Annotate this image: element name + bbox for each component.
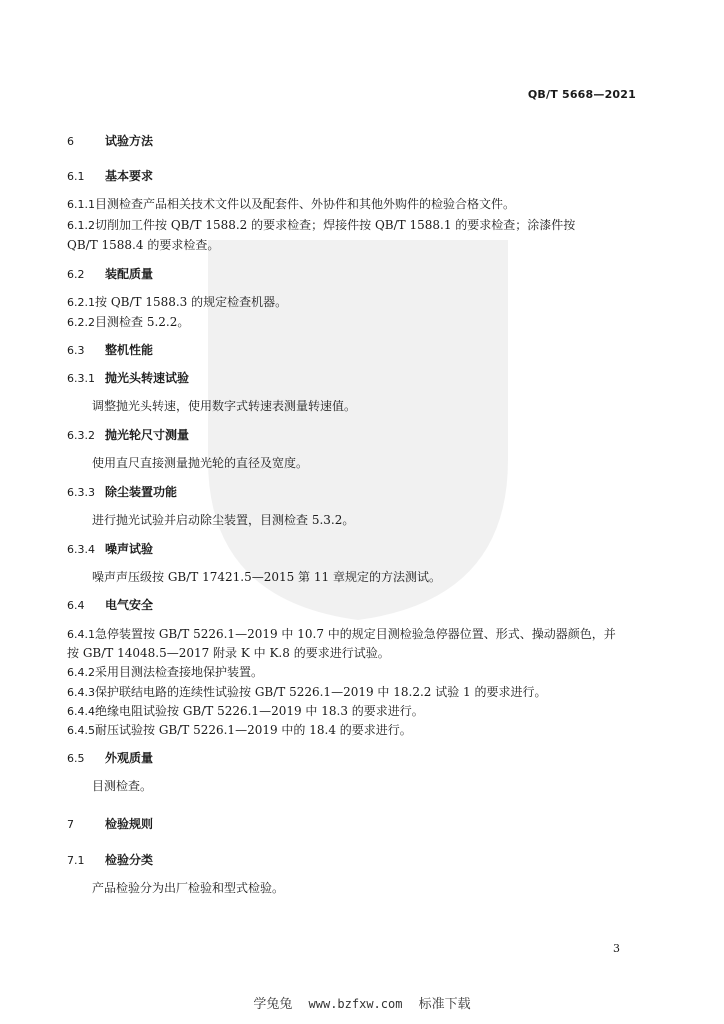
section-6-1-heading — [67, 168, 153, 185]
section-title: 检验规则 — [105, 817, 154, 831]
clause-number: 6.4.4 — [67, 705, 95, 718]
section-number: 6 — [67, 135, 74, 148]
section-title: 抛光头转速试验 — [105, 371, 190, 385]
section-number: 6.3.1 — [67, 372, 95, 385]
section-title: 除尘装置功能 — [105, 485, 178, 499]
footer-url-link[interactable]: www.bzfxw.com — [308, 997, 403, 1011]
footer-site-name: 学兔兔 — [253, 997, 293, 1012]
section-number: 6.3.2 — [67, 429, 95, 442]
section-6-4-heading — [67, 597, 153, 614]
clause-6-3-2-text: 使用直尺直接测量抛光轮的直径及宽度。 — [92, 456, 309, 470]
clause-text: 绝缘电阻试验按 GB/T 5226.1—2019 中 18.3 的要求进行。 — [95, 704, 424, 718]
section-number: 6.3 — [67, 344, 85, 357]
section-title: 检验分类 — [105, 853, 154, 867]
document-code: QB/T 5668—2021 — [527, 88, 636, 101]
clause-number: 6.4.2 — [67, 666, 95, 679]
section-title: 噪声试验 — [105, 542, 154, 556]
clause-6-4-4 — [67, 703, 424, 720]
section-6-heading — [67, 133, 153, 150]
section-title: 基本要求 — [105, 169, 154, 183]
clause-6-3-3-text: 进行抛光试验并启动除尘装置，目测检查 5.3.2。 — [92, 513, 355, 527]
clause-text: 采用目测法检查接地保护装置。 — [95, 665, 264, 679]
clause-number: 6.2.2 — [67, 316, 95, 329]
clause-text: 目测检查产品相关技术文件以及配套件、外协件和其他外购件的检验合格文件。 — [95, 197, 516, 211]
clause-text: 切削加工件按 QB/T 1588.2 的要求检查；焊接件按 QB/T 1588.1 的要求检查；涂漆件按 — [95, 218, 576, 232]
section-6-3-3-heading — [67, 484, 177, 501]
clause-6-4-1 — [67, 626, 616, 643]
section-7-1-heading — [67, 852, 153, 869]
clause-6-5-text: 目测检查。 — [92, 779, 153, 793]
clause-text: 耐压试验按 GB/T 5226.1—2019 中的 18.4 的要求进行。 — [95, 723, 412, 737]
clause-6-4-3 — [67, 684, 547, 701]
section-number: 6.3.4 — [67, 543, 95, 556]
clause-6-1-1 — [67, 196, 515, 213]
clause-6-4-5 — [67, 722, 412, 739]
footer-tagline: 标准下载 — [418, 997, 471, 1012]
section-6-3-4-heading — [67, 541, 153, 558]
clause-6-3-1-text: 调整抛光头转速，使用数字式转速表测量转速值。 — [92, 399, 357, 413]
section-title: 装配质量 — [105, 267, 154, 281]
section-title: 抛光轮尺寸测量 — [105, 428, 190, 442]
footer-banner — [0, 993, 724, 1012]
section-title: 试验方法 — [105, 134, 154, 148]
section-number: 6.5 — [67, 752, 85, 765]
clause-number: 6.4.1 — [67, 628, 95, 641]
clause-text: 急停装置按 GB/T 5226.1—2019 中 10.7 中的规定目测检验急停器位置、形式、操动器颜色，并 — [95, 627, 616, 641]
clause-6-1-2 — [67, 217, 575, 234]
section-number: 6.3.3 — [67, 486, 95, 499]
section-number: 6.1 — [67, 170, 85, 183]
clause-6-4-2 — [67, 664, 263, 681]
clause-text: 目测检查 5.2.2。 — [95, 315, 190, 329]
clause-number: 6.1.2 — [67, 219, 95, 232]
section-number: 6.2 — [67, 268, 85, 281]
section-6-2-heading — [67, 266, 153, 283]
clause-number: 6.4.3 — [67, 686, 95, 699]
clause-text: 按 QB/T 1588.3 的规定检查机器。 — [95, 295, 288, 309]
clause-text: 保护联结电路的连续性试验按 GB/T 5226.1—2019 中 18.2.2 试验 1 的要求进行。 — [95, 685, 547, 699]
clause-6-4-1-continued: 按 GB/T 14048.5—2017 附录 K 中 K.8 的要求进行试验。 — [67, 646, 390, 660]
section-7-heading — [67, 816, 153, 833]
page-number: 3 — [613, 942, 620, 955]
clause-6-1-2-continued: QB/T 1588.4 的要求检查。 — [67, 238, 220, 252]
clause-6-3-4-text: 噪声声压级按 GB/T 17421.5—2015 第 11 章规定的方法测试。 — [92, 570, 441, 584]
section-6-3-heading — [67, 342, 153, 359]
section-number: 7 — [67, 818, 74, 831]
clause-number: 6.1.1 — [67, 198, 95, 211]
section-6-5-heading — [67, 750, 153, 767]
section-number: 6.4 — [67, 599, 85, 612]
section-number: 7.1 — [67, 854, 85, 867]
clause-number: 6.2.1 — [67, 296, 95, 309]
section-6-3-2-heading — [67, 427, 189, 444]
clause-6-2-1 — [67, 294, 287, 311]
clause-6-2-2 — [67, 314, 189, 331]
clause-7-1-text: 产品检验分为出厂检验和型式检验。 — [92, 881, 285, 895]
section-6-3-1-heading — [67, 370, 189, 387]
clause-number: 6.4.5 — [67, 724, 95, 737]
section-title: 整机性能 — [105, 343, 154, 357]
section-title: 电气安全 — [105, 598, 154, 612]
section-title: 外观质量 — [105, 751, 154, 765]
